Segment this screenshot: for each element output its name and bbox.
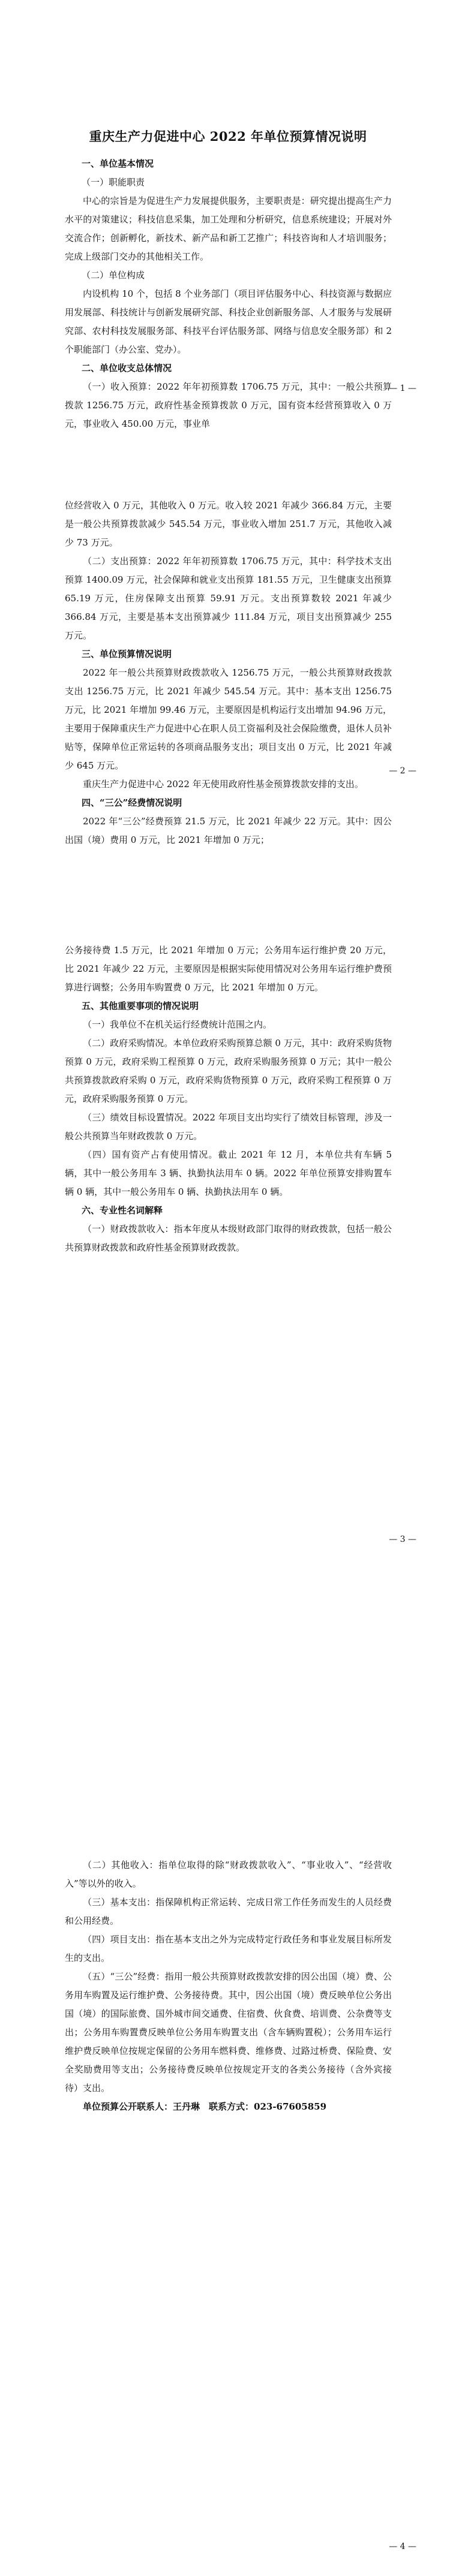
paragraph: （四）国有资产占有使用情况。截止 2021 年 12 月，本单位共有车辆 5 辆，其中一般公务用车 3 辆、执勤执法用车 0 辆。2022 年单位预算安排购置车辆 0 辆，其中一般公务用车 0 辆、执勤执法用车 0 辆。	[65, 1149, 392, 1197]
paragraph: （二）支出预算：2022 年年初预算数 1706.75 万元，其中：科学技术支出预算 1400.09 万元，社会保障和就业支出预算 181.55 万元，卫生健康支出预算 65.19 万元，住房保障支出预算 59.91 万元。支出预算数较 2021 年减少 366.84 万元，主要是基本支出预算减少 111.84 万元，项目支出预算减少 255 万元。	[65, 556, 392, 641]
page-3-content	[65, 941, 392, 1257]
subsection-heading: （一）职能职责	[82, 177, 145, 188]
page-number-2: — 2 —	[389, 766, 416, 776]
page-number-3: — 3 —	[389, 1535, 416, 1544]
paragraph-continuation: 位经营收入 0 万元，其他收入 0 万元。收入较 2021 年减少 366.84 万元，主要是一般公共预算拨款减少 545.54 万元，事业收入增加 251.7 万元，其他收入减少 73 万元。	[65, 500, 392, 548]
paragraph: （四）项目支出：指在基本支出之外为完成特定行政任务和事业发展目标所发生的支出。	[65, 1934, 392, 1963]
paragraph: 重庆生产力促进中心 2022 年无使用政府性基金预算拨款安排的支出。	[83, 779, 364, 790]
paragraph: （一）财政拨款收入：指本年度从本级财政部门取得的财政拨款，包括一般公共预算财政拨款和政府性基金预算财政拨款。	[65, 1224, 392, 1253]
paragraph: （三）绩效目标设置情况。2022 年项目支出均实行了绩效目标管理，涉及一般公共预算当年财政拨款 0 万元。	[65, 1112, 392, 1141]
page-number-1: — 1 —	[389, 384, 416, 393]
contact-line: 单位预算公开联系人：王丹琳 联系方式：023-67605859	[83, 2101, 327, 2112]
section-heading: 四、“三公”经费情况说明	[82, 797, 182, 808]
page-2-content	[65, 496, 392, 849]
subsection-heading: （二）单位构成	[82, 270, 145, 281]
section-heading: 三、单位预算情况说明	[82, 649, 172, 659]
paragraph: （一）我单位不在机关运行经费统计范围之内。	[83, 1019, 272, 1030]
paragraph: （三）基本支出：指保障机构正常运转、完成日常工作任务而发生的人员经费和公用经费。	[65, 1897, 392, 1926]
paragraph: 内设机构 10 个，包括 8 个业务部门（项目评估服务中心、科技资源与数据应用发展部、科技统计与创新发展研究部、科技企业创新服务部、人才服务与发展研究部、农村科技发展服务部、科技平台评估服务部、网络与信息安全服务部）和 2 个职能部门（办公室、党办）。	[65, 288, 392, 355]
paragraph-continuation: 公务接待费 1.5 万元，比 2021 年增加 0 万元；公务用车运行维护费 20 万元，比 2021 年减少 22 万元，主要原因是根据实际使用情况对公务用车运行维护费预算进行调整；公务用车购置费 0 万元，比 2021 年增加 0 万元。	[65, 945, 392, 993]
section-heading: 一、单位基本情况	[82, 158, 154, 169]
paragraph: （二）其他收入：指单位取得的除“财政拨款收入”、“事业收入”、“经营收入”等以外的收入。	[65, 1860, 392, 1889]
paragraph: 2022 年一般公共预算财政拨款收入 1256.75 万元，一般公共预算财政拨款支出 1256.75 万元，比 2021 年减少 545.54 万元。其中：基本支出 1256.75 万元，比 2021 年增加 99.46 万元，主要原因是机构运行支出增加 94.96 万元，主要用于保障重庆生产力促进中心在职人员工资福利及社会保险缴费，退休人员补贴等，保障单位正常运转的各项商品服务支出；项目支出 0 万元，比 2021 年减少 645 万元。	[65, 667, 392, 771]
page-number-4: — 4 —	[389, 2542, 416, 2551]
page-4-content	[65, 1856, 392, 2116]
section-heading: 五、其他重要事项的情况说明	[82, 1001, 199, 1011]
paragraph: （二）政府采购情况。本单位政府采购预算总额 0 万元，其中：政府采购货物预算 0 万元，政府采购工程预算 0 万元，政府采购服务预算 0 万元；其中一般公共预算拨款政府采购 0 万元，政府采购货物预算 0 万元，政府采购工程预算 0 万元，政府采购服务预算 0 万元。	[65, 1038, 392, 1104]
section-heading: 二、单位收支总体情况	[82, 363, 172, 373]
document-title: 重庆生产力促进中心 2022 年单位预算情况说明	[89, 129, 367, 144]
paragraph: 2022 年“三公”经费预算 21.5 万元，比 2021 年减少 22 万元。其中：因公出国（境）费用 0 万元，比 2021 年增加 0 万元；	[65, 816, 392, 845]
section-heading: 六、专业性名词解释	[82, 1205, 163, 1216]
paragraph: （五）“三公”经费：指用一般公共预算财政拨款安排的因公出国（境）费、公务用车购置及运行维护费、公务接待费。其中，因公出国（境）费反映单位公务出国（境）的国际旅费、国外城市间交通费、住宿费、伙食费、培训费、公杂费等支出；公务用车购置费反映单位公务用车购置支出（含车辆购置税）；公务用车运行维护费反映单位按规定保留的公务用车燃料费、维修费、过路过桥费、保险费、安全奖励费用等支出；公务接待费反映单位按规定开支的各类公务接待（含外宾接待）支出。	[65, 1971, 392, 2093]
paragraph: 中心的宗旨是为促进生产力发展提供服务，主要职责是：研究提出提高生产力水平的对策建议；科技信息采集，加工处理和分析研究，信息系统建设；开展对外交流合作；创新孵化，新技术、新产品和新工艺推广；科技咨询和人才培训服务；完成上级部门交办的其他相关工作。	[65, 195, 392, 262]
paragraph: （一）收入预算：2022 年年初预算数 1706.75 万元，其中：一般公共预算拨款 1256.75 万元，政府性基金预算拨款 0 万元，国有资本经营预算收入 0 万元，事业收入 450.00 万元，事业单	[65, 381, 392, 429]
